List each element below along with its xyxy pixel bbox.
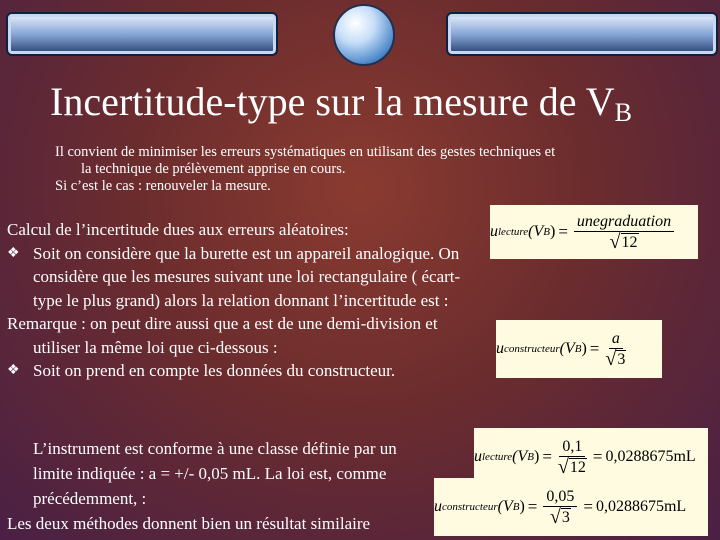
title-text: Incertitude-type sur la mesure de V <box>50 79 615 124</box>
header-banner-left <box>6 12 278 56</box>
fraction-numerator: unegraduation <box>574 213 674 232</box>
sqrt-icon: √ <box>557 455 569 478</box>
formula-constructeur-numeric <box>434 478 708 536</box>
slide-title <box>50 78 710 137</box>
intro-line-3: Si c’est le cas : renouveler la mesure. <box>55 178 271 194</box>
formula-equals: = <box>527 497 538 516</box>
bullet-text-constructeur: Soit on prend en compte les données du constructeur. <box>33 361 396 380</box>
formula-arg-sub: B <box>527 451 534 463</box>
sqrt-icon: √ <box>605 347 617 370</box>
header-banner-right <box>446 12 718 56</box>
formula-equals: = <box>558 222 568 241</box>
sqrt-icon: √ <box>609 230 621 253</box>
formula-result: 0,0288675mL <box>595 498 687 515</box>
diamond-bullet-icon: ❖ <box>7 245 20 261</box>
formula-equals: = <box>592 447 603 466</box>
fraction-numerator: 0,1 <box>559 438 585 457</box>
formula-u: u <box>490 223 498 240</box>
formula-subscript: lecture <box>482 451 513 463</box>
formula-lecture <box>490 205 698 259</box>
tail-line-2: limite indiquée : a = +/- 0,05 mL. La loi est, comme <box>33 464 387 483</box>
formula-equals: = <box>542 447 552 466</box>
intro-block <box>55 144 695 195</box>
body-block <box>7 218 467 383</box>
fraction-denominator <box>605 349 626 369</box>
formula-subscript: constructeur <box>504 343 560 355</box>
intro-line-2: la technique de prélèvement apprise en cours. <box>81 161 346 177</box>
tail-line-1: L’instrument est conforme à une classe définie par un <box>33 439 397 458</box>
tail-block <box>7 436 397 536</box>
formula-arg: (V <box>559 340 575 357</box>
formula-arg: (V <box>512 448 528 465</box>
formula-u: u <box>496 340 504 357</box>
formula-arg-sub: B <box>512 501 520 513</box>
remark-text: Remarque : on peut dire aussi que a est de une demi-division et utiliser la même loi que ci-dessous : <box>7 314 438 357</box>
formula-fraction <box>543 488 577 527</box>
formula-subscript: constructeur <box>442 501 498 513</box>
formula-arg-close: ) <box>581 340 587 357</box>
formula-u: u <box>474 448 482 465</box>
formula-subscript: lecture <box>498 226 529 238</box>
formula-arg: (V <box>497 498 513 515</box>
diamond-bullet-icon: ❖ <box>7 363 20 378</box>
globe-icon <box>333 4 395 66</box>
formula-arg-sub: B <box>574 343 582 355</box>
bullet-analogique <box>7 242 467 313</box>
fraction-numerator: 0,05 <box>543 488 577 507</box>
formula-u: u <box>434 498 442 515</box>
conclusion-text: Les deux méthodes donnent bien un résultat similaire <box>7 514 371 533</box>
bullet-text-analogique: Soit on considère que la burette est un appareil analogique. On considère que les mesures suivant une loi rectangulaire ( écart-type le plus grand) alors la relation donnant l’incertitude est : <box>33 243 461 310</box>
sqrt-argument: 3 <box>617 350 626 368</box>
fraction-denominator <box>558 457 587 477</box>
formula-equals: = <box>583 497 593 516</box>
fraction-numerator: a <box>609 330 623 349</box>
formula-arg-close: ) <box>549 223 556 240</box>
sqrt-argument: 3 <box>561 508 570 526</box>
sqrt-icon: √ <box>549 505 561 528</box>
sqrt-argument: 12 <box>569 458 586 476</box>
formula-arg-sub: B <box>543 226 550 238</box>
calc-heading: Calcul de l’incertitude dues aux erreurs aléatoires: <box>7 220 349 239</box>
formula-arg-close: ) <box>519 498 525 515</box>
bullet-constructeur <box>7 359 467 383</box>
formula-arg-close: ) <box>533 448 540 465</box>
formula-arg: (V <box>528 223 544 240</box>
fraction-denominator <box>550 507 571 527</box>
formula-fraction <box>558 438 587 477</box>
formula-equals: = <box>589 339 600 358</box>
formula-result: 0,0288675mL <box>605 448 696 465</box>
intro-line-1: Il convient de minimiser les erreurs systématiques en utilisant des gestes techniques et <box>55 144 556 160</box>
formula-fraction <box>605 330 626 369</box>
fraction-denominator <box>610 232 639 252</box>
sqrt-argument: 12 <box>621 233 638 251</box>
tail-line-3: précédemment, : <box>33 489 147 508</box>
formula-fraction <box>574 213 674 252</box>
title-subscript: B <box>614 98 632 127</box>
formula-constructeur <box>496 320 662 378</box>
